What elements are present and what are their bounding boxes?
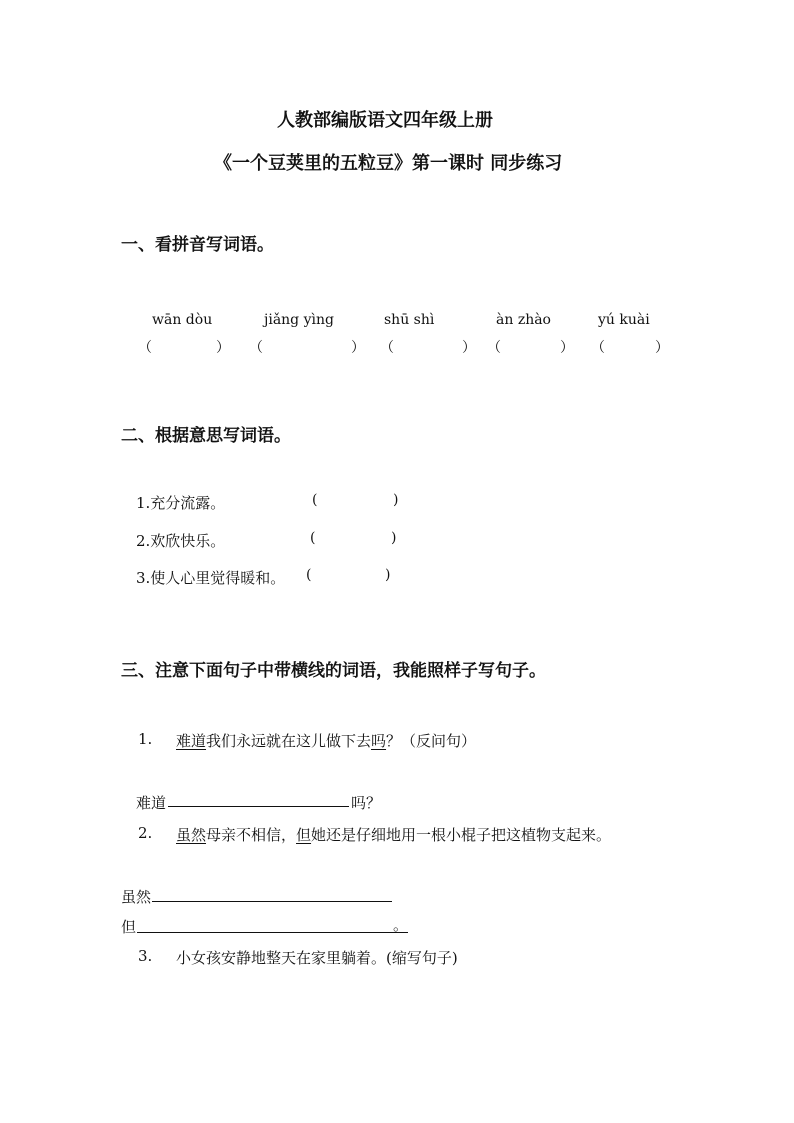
answer-2-blank-1[interactable]: [152, 901, 392, 902]
section-2-heading: 二、根据意思写词语。: [121, 426, 291, 446]
pinyin-5: yú kuài: [598, 312, 650, 328]
answer-paren-close-4: ）: [560, 340, 574, 356]
definition-item-2: 2.欢欣快乐。: [136, 532, 226, 550]
definition-paren-close-2: ): [391, 530, 397, 546]
answer-2-blank-2[interactable]: [137, 932, 408, 933]
underlined-word-nandao: 难道: [176, 732, 207, 750]
definition-paren-open-3: (: [306, 567, 312, 583]
underlined-word-suiran: 虽然: [176, 826, 207, 844]
answer-2-period: 。: [393, 916, 409, 934]
question-1-end: ？（反问句）: [386, 732, 477, 750]
question-1-middle: 我们永远就在这儿做下去: [206, 732, 372, 750]
answer-paren-open-3: （: [380, 340, 394, 356]
section-1-heading: 一、看拼音写词语。: [121, 235, 274, 255]
answer-1-prefix: 难道: [136, 794, 167, 812]
question-1-number: 1.: [138, 730, 153, 748]
underlined-word-dan: 但: [296, 826, 312, 844]
definition-item-1: 1.充分流露。: [136, 494, 226, 512]
question-1-sentence: [176, 730, 476, 751]
question-2-middle: 母亲不相信，: [206, 826, 297, 844]
definition-paren-open-2: (: [310, 530, 316, 546]
answer-2-prefix-dan: 但: [121, 918, 137, 936]
answer-paren-open-5: （: [591, 340, 605, 356]
definition-paren-open-1: (: [312, 492, 318, 508]
answer-paren-open-2: （: [249, 340, 263, 356]
answer-1-blank[interactable]: [168, 806, 349, 807]
definition-paren-close-1: ): [393, 492, 399, 508]
definition-paren-close-3: ): [385, 567, 391, 583]
question-3-number: 3.: [138, 947, 153, 965]
section-3-heading: 三、注意下面句子中带横线的词语，我能照样子写句子。: [121, 661, 546, 681]
pinyin-3: shū shì: [384, 312, 435, 328]
worksheet-subtitle: 《一个豆荚里的五粒豆》第一课时 同步练习: [214, 153, 563, 174]
answer-2-prefix-suiran: 虽然: [121, 888, 152, 906]
answer-1-suffix: 吗？: [351, 794, 382, 812]
answer-paren-close-2: ）: [351, 340, 365, 356]
pinyin-4: àn zhào: [496, 312, 551, 328]
answer-paren-open-4: （: [487, 340, 501, 356]
pinyin-2: jiǎng yìng: [264, 312, 334, 328]
answer-paren-close-1: ）: [216, 340, 230, 356]
answer-paren-open-1: （: [138, 340, 152, 356]
pinyin-1: wān dòu: [152, 312, 213, 328]
worksheet-title: 人教部编版语文四年级上册: [277, 110, 493, 131]
question-2-number: 2.: [138, 824, 153, 842]
underlined-word-ma: 吗: [371, 732, 387, 750]
definition-item-3: 3.使人心里觉得暖和。: [136, 569, 286, 587]
question-3-sentence: 小女孩安静地整天在家里躺着。(缩写句子): [176, 949, 458, 967]
answer-paren-close-3: ）: [462, 340, 476, 356]
answer-paren-close-5: ）: [655, 340, 669, 356]
question-2-sentence: [176, 824, 611, 845]
question-2-end: 她还是仔细地用一根小棍子把这植物支起来。: [311, 826, 612, 844]
